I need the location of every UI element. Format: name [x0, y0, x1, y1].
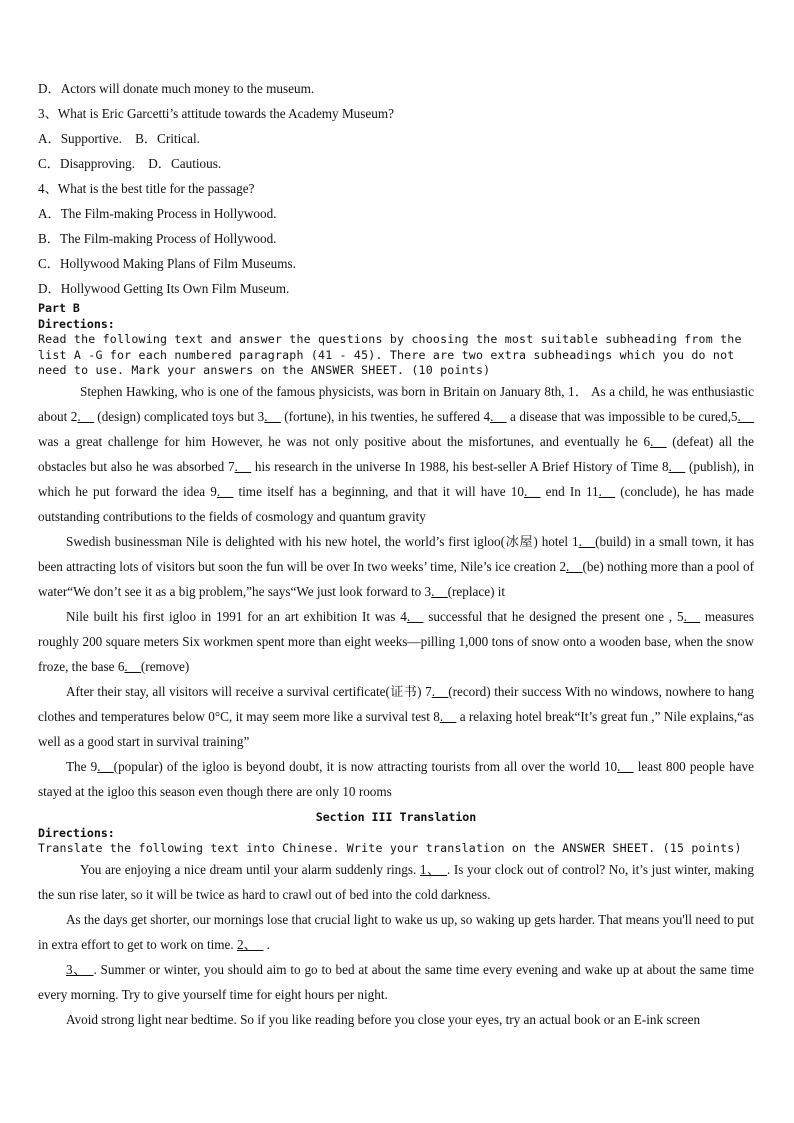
text-run: Stephen Hawking, who is one of the famous physicists, was born in Britain on January 8th, 1． As a child, he was enthusiastic about 2	[38, 383, 754, 424]
text-run: (record) their success With no windows, nowhere to hang clothes and temperatures below 0°C, it may seem more like a survival test 8	[38, 683, 755, 724]
blank: .__	[431, 683, 449, 699]
part-b-title: Part B	[38, 301, 80, 315]
translation-paragraph-4	[38, 1007, 754, 1032]
blank: .__	[216, 483, 234, 499]
text-run: . Summer or winter, you should aim to go to bed at about the same time every evening and wake up at about the same time every morning. Try to give yourself time for eight hours per night.	[38, 961, 755, 1002]
part-a-questions	[38, 76, 754, 301]
igloo-paragraph-1	[38, 529, 754, 604]
igloo-paragraph-3	[38, 679, 754, 754]
text-run: Avoid strong light near bedtime. So if you like reading before you close your eyes, try an actual book or an E-ink screen	[66, 1011, 701, 1027]
blank: .__	[737, 408, 754, 424]
blank: .__	[406, 608, 424, 624]
text-run: Swedish businessman Nile is delighted with his new hotel, the world’s first igloo(冰屋) hotel 1	[66, 533, 579, 549]
option-line: C．Hollywood Making Plans of Film Museums.	[38, 256, 296, 271]
text-run: (popular) of the igloo is beyond doubt, it is now attracting tourists from all over the world 10	[113, 758, 618, 774]
igloo-paragraph-2	[38, 604, 754, 679]
translation-paragraph-2	[38, 907, 754, 957]
question-line: 3、What is Eric Garcetti’s attitude towards the Academy Museum?	[38, 106, 394, 121]
blank: .__	[97, 758, 114, 774]
section-iii-directions-text: Translate the following text into Chinese. Write your translation on the ANSWER SHEET. (15 points)	[38, 841, 742, 856]
document-page	[38, 76, 754, 1032]
text-run: a relaxing hotel break“It’s great fun ,” Nile explains,“as well as a good start in survival training”	[38, 708, 754, 749]
blank: 2、_	[236, 936, 264, 952]
option-line: D．Hollywood Getting Its Own Film Museum.	[38, 281, 290, 296]
part-b-header	[38, 301, 754, 379]
blank: .__	[650, 433, 667, 449]
text-run: (conclude), he has made outstanding contributions to the fields of cosmology and quantum gravity	[38, 483, 754, 524]
text-run: end In 11	[540, 483, 599, 499]
text-run: (be) nothing more than a pool of water“We don’t see it as a big problem,”he says“We just look forward to 3	[38, 558, 754, 599]
blank: .__	[598, 483, 616, 499]
section-iii-directions-label: Directions:	[38, 825, 115, 840]
hawking-paragraph	[38, 379, 754, 529]
text-run: . Is your clock out of control? No, it’s just winter, making the sun rise later, so it will be twice as hard to crawl out of bed into the cold darkness.	[38, 861, 754, 902]
text-run: The 9	[66, 758, 98, 774]
blank: .__	[668, 458, 686, 474]
translation-paragraph-1	[38, 857, 754, 907]
text-run: (replace) it	[447, 583, 506, 599]
text-run: (remove)	[140, 658, 190, 674]
part-b-directions-text: Read the following text and answer the questions by choosing the most suitable subheading from the list A -G for each numbered paragraph (41 - 45). There are two extra subheadings which you do not need to use. Mark your answers on the ANSWER SHEET. (10 points)	[38, 332, 742, 378]
text-run: (defeat) all the obstacles but also he was absorbed 7	[38, 433, 754, 474]
text-run: time itself has a beginning, and that it will have 10	[233, 483, 524, 499]
text-run: measures roughly 200 square meters Six workmen spent more than eight weeks—pilling 1,000 tons of snow onto a wooden base, when the snow froze, the base 6	[38, 608, 754, 674]
text-run: Nile built his first igloo in 1991 for an art exhibition It was 4	[66, 608, 407, 624]
option-line: A．The Film-making Process in Hollywood.	[38, 206, 277, 221]
option-line: A．Supportive. B．Critical.	[38, 131, 200, 146]
section-iii-title: Section III Translation	[315, 809, 477, 824]
blank: .__	[524, 483, 541, 499]
text-run: (publish), in which he put forward the idea 9	[38, 458, 754, 499]
text-run: his research in the universe In 1988, his best-seller A Brief History of Time 8	[251, 458, 669, 474]
option-line: B．The Film-making Process of Hollywood.	[38, 231, 277, 246]
blank: .__	[617, 758, 634, 774]
blank: .__	[490, 408, 507, 424]
text-run: was a great challenge for him However, he was not only positive about the misfortunes, and eventually he 6	[38, 433, 651, 449]
text-run: (design) complicated toys but 3	[93, 408, 265, 424]
blank: .__	[77, 408, 94, 424]
text-run: (build) in a small town, it has been attracting lots of visitors but soon the fun will be over In two weeks’ time, Nile’s ice creation 2	[38, 533, 754, 574]
part-b-directions-label: Directions:	[38, 316, 115, 331]
blank: .__	[566, 558, 583, 574]
text-run: a disease that was impossible to be cured,5	[506, 408, 738, 424]
text-run: You are enjoying a nice dream until your alarm suddenly rings.	[80, 861, 420, 877]
blank: .__	[439, 708, 457, 724]
text-run: least 800 people have stayed at the igloo this season even though there are only 10 rooms	[38, 758, 754, 799]
option-line: D．Actors will donate much money to the museum.	[38, 81, 315, 96]
option-line: C．Disapproving. D．Cautious.	[38, 156, 222, 171]
section-iii-header	[38, 810, 754, 857]
blank: 1、_	[419, 861, 447, 877]
blank: .__	[683, 608, 701, 624]
text-run: After their stay, all visitors will receive a survival certificate(证书) 7	[66, 683, 432, 699]
blank: .__	[124, 658, 141, 674]
blank: .__	[234, 458, 252, 474]
translation-paragraph-3	[38, 957, 754, 1007]
text-run: As the days get shorter, our mornings lose that crucial light to wake us up, so waking up gets harder. That means you'll need to put in extra effort to get to work on time.	[38, 911, 754, 952]
text-run: (fortune), in his twenties, he suffered 4	[280, 408, 491, 424]
question-line: 4、What is the best title for the passage?	[38, 181, 255, 196]
blank: .__	[431, 583, 448, 599]
blank: 3、_	[66, 961, 94, 977]
blank: .__	[264, 408, 281, 424]
text-run: .	[263, 936, 270, 952]
text-run: successful that he designed the present one , 5	[423, 608, 684, 624]
blank: .__	[578, 533, 596, 549]
igloo-paragraph-4	[38, 754, 754, 804]
